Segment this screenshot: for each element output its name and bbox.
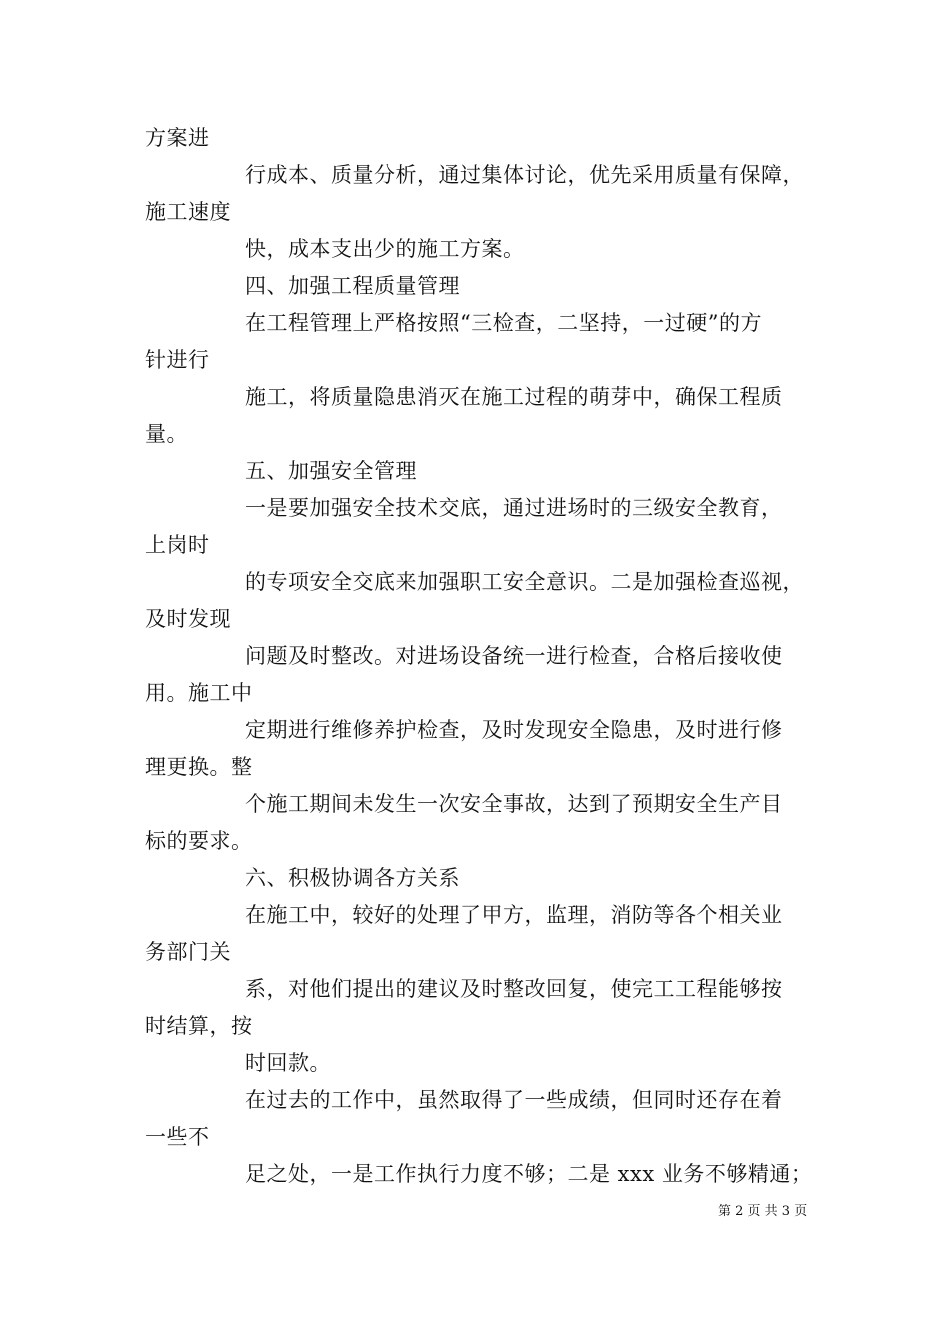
text-line: 施工，将质量隐患消灭在施工过程的萌芽中，确保工程质	[245, 385, 783, 409]
text-line: 快，成本支出少的施工方案。	[245, 237, 525, 261]
text-line: 行成本、质量分析，通过集体讨论，优先采用质量有保障，	[245, 163, 804, 187]
text-line: 问题及时整改。对进场设备统一进行检查，合格后接收使	[245, 644, 783, 668]
text-line: 足之处，一是工作执行力度不够；二是 xxx 业务不够精通；	[245, 1162, 813, 1186]
section-heading: 五、加强安全管理	[245, 459, 417, 483]
text-line: 及时发现	[145, 607, 231, 631]
text-line: 个施工期间未发生一次安全事故，达到了预期安全生产目	[245, 792, 783, 816]
section-heading: 六、积极协调各方关系	[245, 866, 460, 890]
text-line: 务部门关	[145, 940, 231, 964]
text-line: 的专项安全交底来加强职工安全意识。二是加强检查巡视，	[245, 570, 804, 594]
text-line: 系，对他们提出的建议及时整改回复，使完工工程能够按	[245, 977, 783, 1001]
text-line: 在施工中，较好的处理了甲方，监理，消防等各个相关业	[245, 903, 783, 927]
text-line: 方案进	[145, 126, 210, 150]
text-line: 标的要求。	[145, 829, 253, 853]
text-line: 施工速度	[145, 200, 231, 224]
text-line: 一些不	[145, 1125, 210, 1149]
text-line: 在工程管理上严格按照“三检查，二坚持，一过硬”的方	[245, 311, 762, 335]
text-line: 时结算，按	[145, 1014, 253, 1038]
section-heading: 四、加强工程质量管理	[245, 274, 460, 298]
text-line: 在过去的工作中，虽然取得了一些成绩，但同时还存在着	[245, 1088, 783, 1112]
text-line: 时回款。	[245, 1051, 331, 1075]
text-line: 针进行	[145, 348, 210, 372]
text-line: 一是要加强安全技术交底，通过进场时的三级安全教育，	[245, 496, 783, 520]
text-line: 定期进行维修养护检查，及时发现安全隐患，及时进行修	[245, 718, 783, 742]
text-line: 用。施工中	[145, 681, 253, 705]
text-line: 上岗时	[145, 533, 210, 557]
text-line: 量。	[145, 422, 188, 446]
text-line: 理更换。整	[145, 755, 253, 779]
page-number: 第 2 页 共 3 页	[718, 1204, 808, 1219]
